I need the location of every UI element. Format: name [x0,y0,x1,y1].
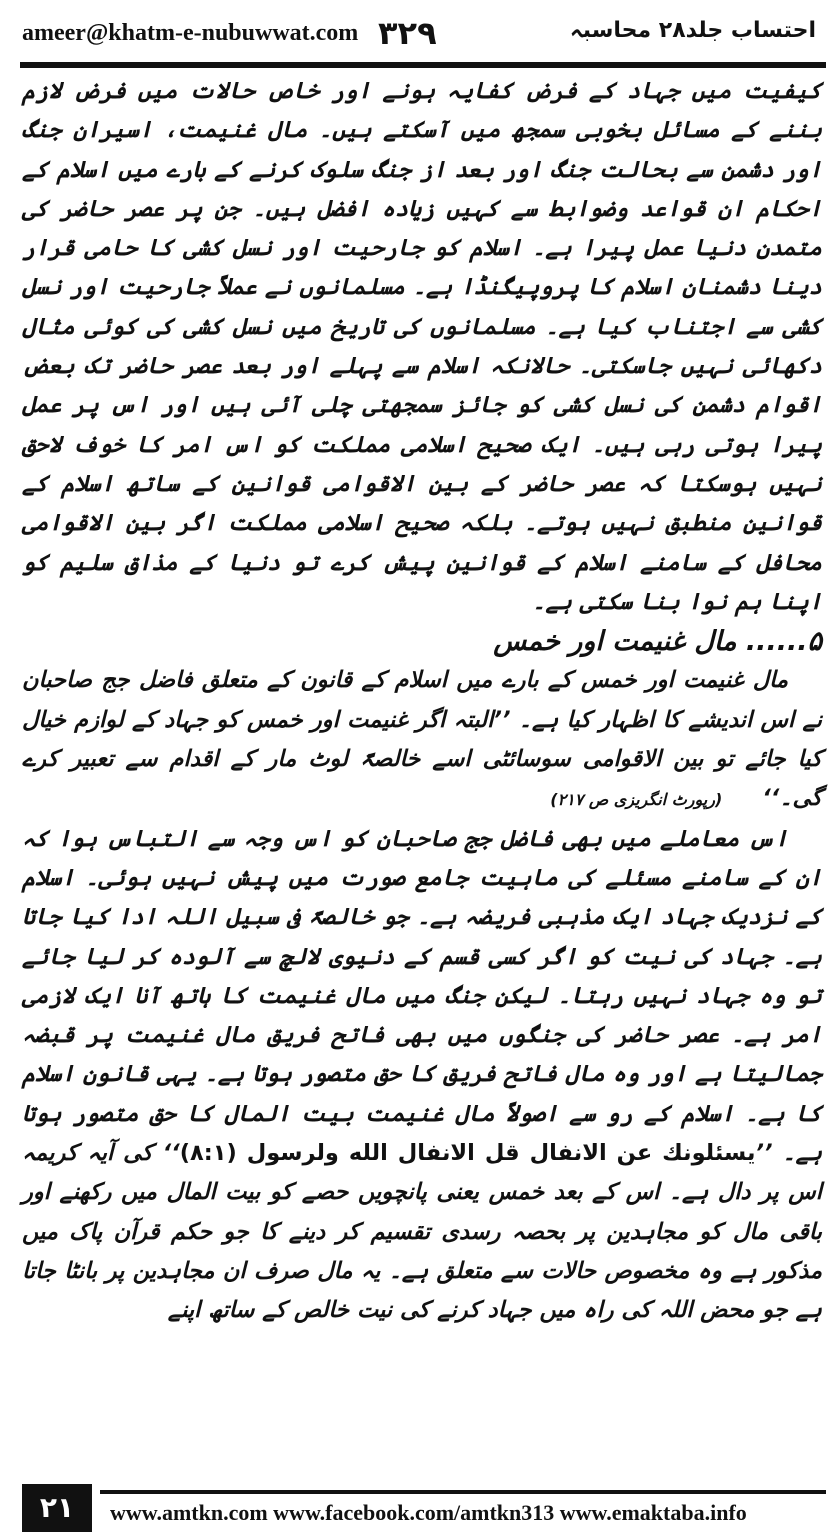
header-rule [20,62,826,68]
body-text [22,72,822,1331]
paragraph-3-text-a: اس معاملے میں بھی فاضل جج صاحبان کو اس وجہ سے التباس ہوا کہ ان کے سامنے مسئلے کی ماہیت جامع صورت میں پیش نہیں ہوئی۔ اسلام کے نزدیک جہاد ایک مذہبی فریضہ ہے۔ جو خالصۃً فی سبیل اللہ ادا کیا جاتا ہے۔ جہاد کی نیت کو اگر کسی قسم کے دنیوی لالچ سے آلودہ کر لیا جائے تو وہ جہاد نہیں رہتا۔ لیکن جنگ میں مال غنیمت کا ہاتھ آنا ایک لازمی امر ہے۔ عصر حاضر کی جنگوں میں بھی فاتح فریق مال غنیمت پر قبضہ جمالیتا ہے اور وہ مال فاتح فریق کا حق متصور ہوتا ہے۔ یہی قانون اسلام کا ہے۔ اسلام کے رو سے اصولاً مال غنیمت بیت المال کا حق متصور ہوتا ہے۔ ’’ [22,825,823,1167]
paragraph-2 [22,661,822,819]
header-email: ameer@khatm-e-nubuwwat.com [22,20,359,46]
footer-rule [100,1490,826,1494]
paragraph-3-text-b: ‘‘ کی آیہ کریمہ اس پر دال ہے۔ اس کے بعد خمس یعنی پانچویں حصے کو بیت المال میں رکھنے اور باقی مال کو مجاہدین پر بحصہ رسدی تقسیم کر دینے کا جو حکم قرآن پاک میں مذکور ہے وہ مخصوص حالات سے متعلق ہے۔ یہ مال صرف ان مجاہدین پر بانٹا جاتا ہے جو محض اللہ کی راہ میں جہاد کرنے کی نیت خالص کے ساتھ اپنے [22,1140,822,1324]
paragraph-3 [22,820,822,1331]
section-heading: ۵...... مال غنیمت اور خمس [493,626,822,658]
quran-quote: یسئلونك عن الانفال قل الانفال الله ولرسول (۸:۱) [179,1140,756,1167]
header-page-number: ۳۲۹ [378,14,437,52]
footer-page-box: ۲۱ [22,1484,92,1532]
paragraph-2-text: مال غنیمت اور خمس کے بارے میں اسلام کے قانون کے متعلق فاضل جج صاحبان نے اس اندیشے کا اظہار کیا ہے۔ ’’البتہ اگر غنیمت اور خمس کو جہاد کے لوازم خیال کیا جائے تو بین الاقوامی سوسائٹی اسے خالصۃً لوٹ مار کے اقدام سے تعبیر کرے گی۔‘‘ [22,667,822,812]
header-book-title: احتساب جلد۲۸ محاسبہ [569,18,816,43]
paragraph-1: کیفیت میں جہاد کے فرض کفایہ ہونے اور خاص حالات میں فرض لازم بننے کے مسائل بخوبی سمجھ میں آسکتے ہیں۔ مال غنیمت، اسیران جنگ اور دشمن سے بحالت جنگ اور بعد از جنگ سلوک کرنے کے بارے میں اسلام کے احکام ان قواعد وضوابط سے کہیں زیادہ افضل ہیں۔ جن پر عصر حاضر کی متمدن دنیا عمل پیرا ہے۔ اسلام کو جارحیت اور نسل کشی کا حامی قرار دینا دشمنان اسلام کا پروپیگنڈا ہے۔ مسلمانوں نے عملاً جارحیت اور نسل کشی سے اجتناب کیا ہے۔ مسلمانوں کی تاریخ میں نسل کشی کی کوئی مثال دکھائی نہیں جاسکتی۔ حالانکہ اسلام سے پہلے اور بعد عصر حاضر تک بعض اقوام دشمن کی نسل کشی کو جائز سمجھتی چلی آئی ہیں اور اس پر عمل پیرا ہوتی رہی ہیں۔ ایک صحیح اسلامی مملکت کو اس امر کا خوف لاحق نہیں ہوسکتا کہ عصر حاضر کے بین الاقوامی قوانین کے ساتھ اسلام کے قوانین منطبق نہیں ہوتے۔ بلکہ صحیح اسلامی مملکت اگر بین الاقوامی محافل کے سامنے اسلام کے قوانین پیش کرے تو دنیا کے مذاق سلیم کو اپنا ہم نوا بنا سکتی ہے۔ [22,78,822,615]
footer-links: www.amtkn.com www.facebook.com/amtkn313 www.emaktaba.info [110,1500,747,1525]
report-reference: (رپورٹ انگریزی ص ۲۱۷) [550,790,723,810]
